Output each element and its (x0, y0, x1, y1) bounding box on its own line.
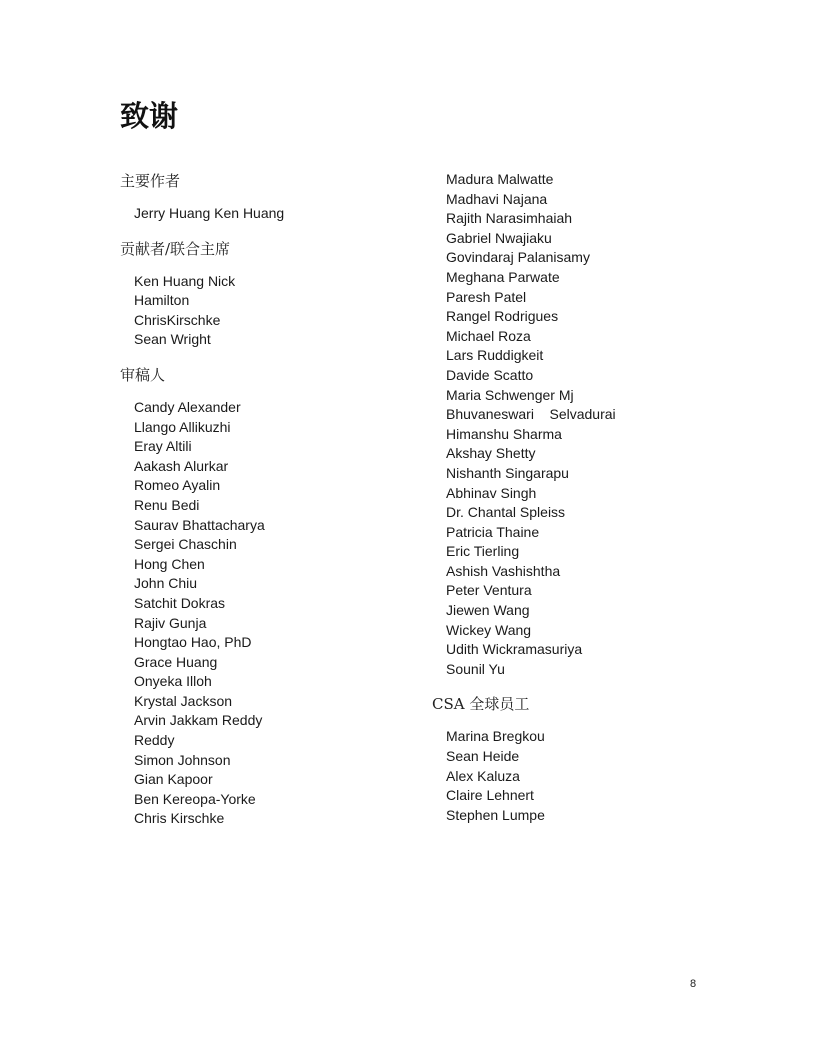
contributor-name: Madura Malwatte (446, 171, 554, 187)
section-heading-contributors: 贡献者/联合主席 (120, 239, 231, 258)
contributor-name: Eray Altili (134, 438, 192, 455)
section-heading-csa-staff: CSA 全球员工 (432, 695, 530, 714)
contributor-name: Patricia Thaine (446, 523, 540, 540)
contributor-name: Llango Allikuzhi (134, 418, 231, 435)
page-title: 致谢 (120, 99, 179, 133)
csa-staff-list (432, 727, 752, 825)
contributor-name: Sergei Chaschin (134, 536, 237, 553)
contributor-name: Jiewen Wang (446, 602, 530, 619)
contributor-name: Renu Bedi (134, 496, 200, 513)
contributor-name: Eric Tierling (446, 543, 520, 560)
primary-authors-list (120, 204, 420, 224)
contributor-name: Ben Kereopa-Yorke (134, 790, 256, 807)
contributor-name: Lars Ruddigkeit (446, 347, 544, 364)
contributor-name: Peter Ventura (446, 582, 532, 599)
contributor-name: Saurav Bhattacharya (134, 516, 265, 533)
contributor-name: Himanshu Sharma (446, 425, 562, 442)
contributor-name: Sounil Yu (446, 660, 505, 677)
contributor-name: Chris Kirschke (134, 810, 225, 827)
contributor-name: John Chiu (134, 575, 198, 592)
contributor-name: Onyeka Illoh (134, 673, 212, 690)
right-column (432, 170, 752, 825)
contributor-name: Claire Lehnert (446, 787, 534, 804)
contributor-name: Candy Alexander (134, 398, 241, 415)
contributor-name: Sean Heide (446, 748, 520, 765)
contributor-name: Davide Scatto (446, 366, 534, 383)
contributor-name: Simon Johnson (134, 751, 231, 768)
contributor-name: Sean Wright (134, 331, 211, 348)
contributor-name: Michael Roza (446, 327, 531, 344)
contributors-list (120, 272, 420, 350)
section-heading-reviewers: 审稿人 (120, 365, 166, 384)
contributor-name: Madhavi Najana (446, 190, 548, 207)
contributor-name: Alex Kaluza (446, 767, 520, 784)
contributor-name: Bhuvaneswari Selvadurai (446, 406, 616, 423)
contributor-name: Aakash Alurkar (134, 457, 229, 474)
contributor-name: Ashish Vashishtha (446, 562, 561, 579)
contributor-name: Romeo Ayalin (134, 477, 221, 494)
section-heading-primary-authors: 主要作者 (120, 172, 181, 190)
contributor-name: Paresh Patel (446, 288, 527, 305)
contributor-name: Arvin Jakkam Reddy (134, 712, 263, 729)
reviewers-list (120, 398, 420, 829)
contributor-name: Krystal Jackson (134, 692, 233, 709)
contributor-name: Udith Wickramasuriya (446, 641, 583, 658)
contributor-name: Gabriel Nwajiaku (446, 229, 552, 246)
reviewers-continued-list (432, 170, 752, 679)
contributor-name: Abhinav Singh (446, 484, 537, 501)
left-column (120, 170, 420, 829)
contributor-name: Hong Chen (134, 555, 205, 572)
contributor-name: Dr. Chantal Spleiss (446, 504, 566, 521)
contributor-name: ChrisKirschke (134, 311, 221, 328)
contributor-name: Reddy (134, 732, 175, 749)
contributor-name: Govindaraj Palanisamy (446, 249, 590, 266)
contributor-name: Stephen Lumpe (446, 806, 545, 823)
contributor-name: Rajiv Gunja (134, 614, 207, 631)
contributor-name: Meghana Parwate (446, 268, 560, 285)
contributor-name: Grace Huang (134, 653, 218, 670)
contributor-name: Wickey Wang (446, 621, 532, 638)
contributor-name: Ken Huang Nick (134, 272, 236, 289)
contributor-name: Hongtao Hao, PhD (134, 634, 252, 651)
contributor-name: Marina Bregkou (446, 728, 545, 745)
contributor-name: Jerry Huang Ken Huang (134, 205, 285, 221)
contributor-name: Rajith Narasimhaiah (446, 210, 573, 227)
contributor-name: Akshay Shetty (446, 445, 536, 462)
contributor-name: Maria Schwenger Mj (446, 386, 574, 403)
contributor-name: Rangel Rodrigues (446, 308, 559, 325)
contributor-name: Satchit Dokras (134, 594, 226, 611)
contributor-name: Gian Kapoor (134, 771, 213, 788)
contributor-name: Nishanth Singarapu (446, 464, 569, 481)
contributor-name: Hamilton (134, 292, 190, 309)
page-number: 8 (690, 978, 697, 990)
